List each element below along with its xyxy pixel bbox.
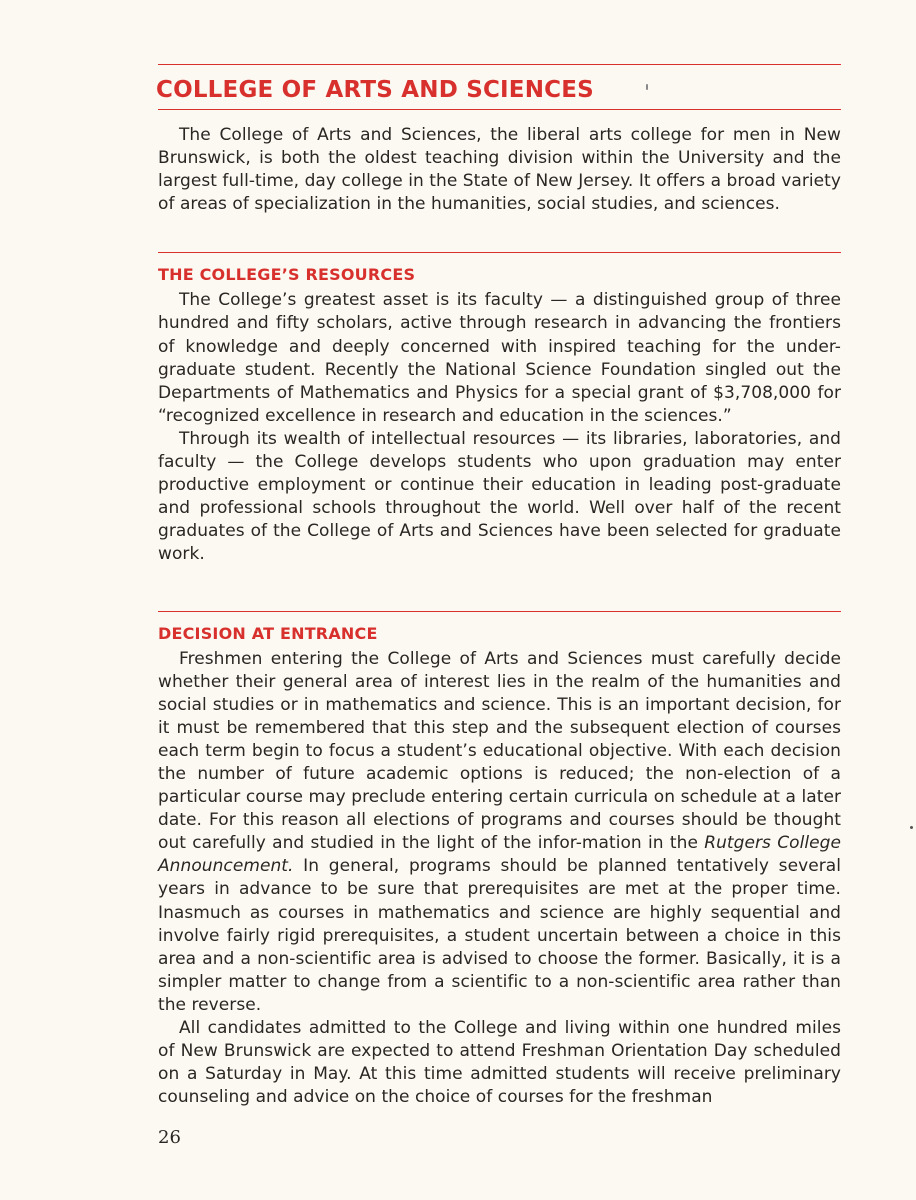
page-number: 26: [158, 1127, 181, 1148]
page-title: COLLEGE OF ARTS AND SCIENCES: [156, 77, 594, 103]
scan-speck: [646, 84, 648, 90]
section-rule-resources: [158, 252, 841, 253]
decision-paragraph-2: All candidates admitted to the College and living within one hundred miles of New Brunswick are expected to attend Freshman Orientation Day scheduled on a Saturday in May. At this time admitted students will receive preliminary counseling and advice on the choice of courses for the freshman: [158, 1018, 841, 1108]
section-rule-decision: [158, 611, 841, 612]
title-rule-bottom: [158, 109, 841, 110]
announcement-title: Rutgers College Announcement.: [158, 833, 841, 877]
decision-text-b: In general, programs should be planned tentatively several years in advance to be sure that prerequisites are met at the proper time. Inasmuch as courses in mathematics and science are highly sequential and involve fairly rigid prerequisites, a student uncertain between a choice in this area and a non-scientific area is advised to choose the former. Basically, it is a simpler matter to change from a scientific to a non-scientific area rather than the reverse.: [158, 856, 841, 1015]
page-content: [158, 64, 841, 1109]
decision-text-a: Freshmen entering the College of Arts and Sciences must carefully decide whether their general area of interest lies in the realm of the humanities and social studies or in mathematics and science. This is an important decision, for it must be remembered that this step and the subsequent election of courses each term begin to focus a student’s educational objective. With each decision the number of future academic options is reduced; the non-election of a particular course may preclude entering certain curricula on schedule at a later date. For this reason all elections of programs and courses should be thought out carefully and studied in the light of the infor-mation in the: [158, 648, 841, 854]
resources-paragraph-2: Through its wealth of intellectual resources — its libraries, laboratories, and faculty — the College develops students who upon graduation may enter productive employment or continue their education in leading post-graduate and professional schools throughout the world. Well over half of the recent graduates of the College of Arts and Sciences have been selected for graduate work.: [158, 428, 841, 565]
section-heading-decision: DECISION AT ENTRANCE: [158, 623, 378, 643]
intro-paragraph: The College of Arts and Sciences, the liberal arts college for men in New Brunswick, is both the oldest teaching division within the University and the largest full-time, day college in the State of New Jersey. It offers a broad variety of areas of specialization in the humanities, social studies, and sciences.: [158, 125, 841, 215]
resources-paragraph-1: The College’s greatest asset is its faculty — a distinguished group of three hundred and fifty scholars, active through research in advancing the frontiers of knowledge and deeply concerned with inspired teaching for the under-graduate student. Recently the National Science Foundation singled out the Departments of Mathematics and Physics for a special grant of $3,708,000 for “recognized excellence in research and education in the sciences.”: [158, 290, 841, 426]
section-heading-resources: THE COLLEGE’S RESOURCES: [158, 265, 416, 285]
decision-paragraph-1: [158, 648, 841, 1018]
title-rule-top: [158, 64, 841, 65]
scan-speck: [910, 826, 913, 829]
